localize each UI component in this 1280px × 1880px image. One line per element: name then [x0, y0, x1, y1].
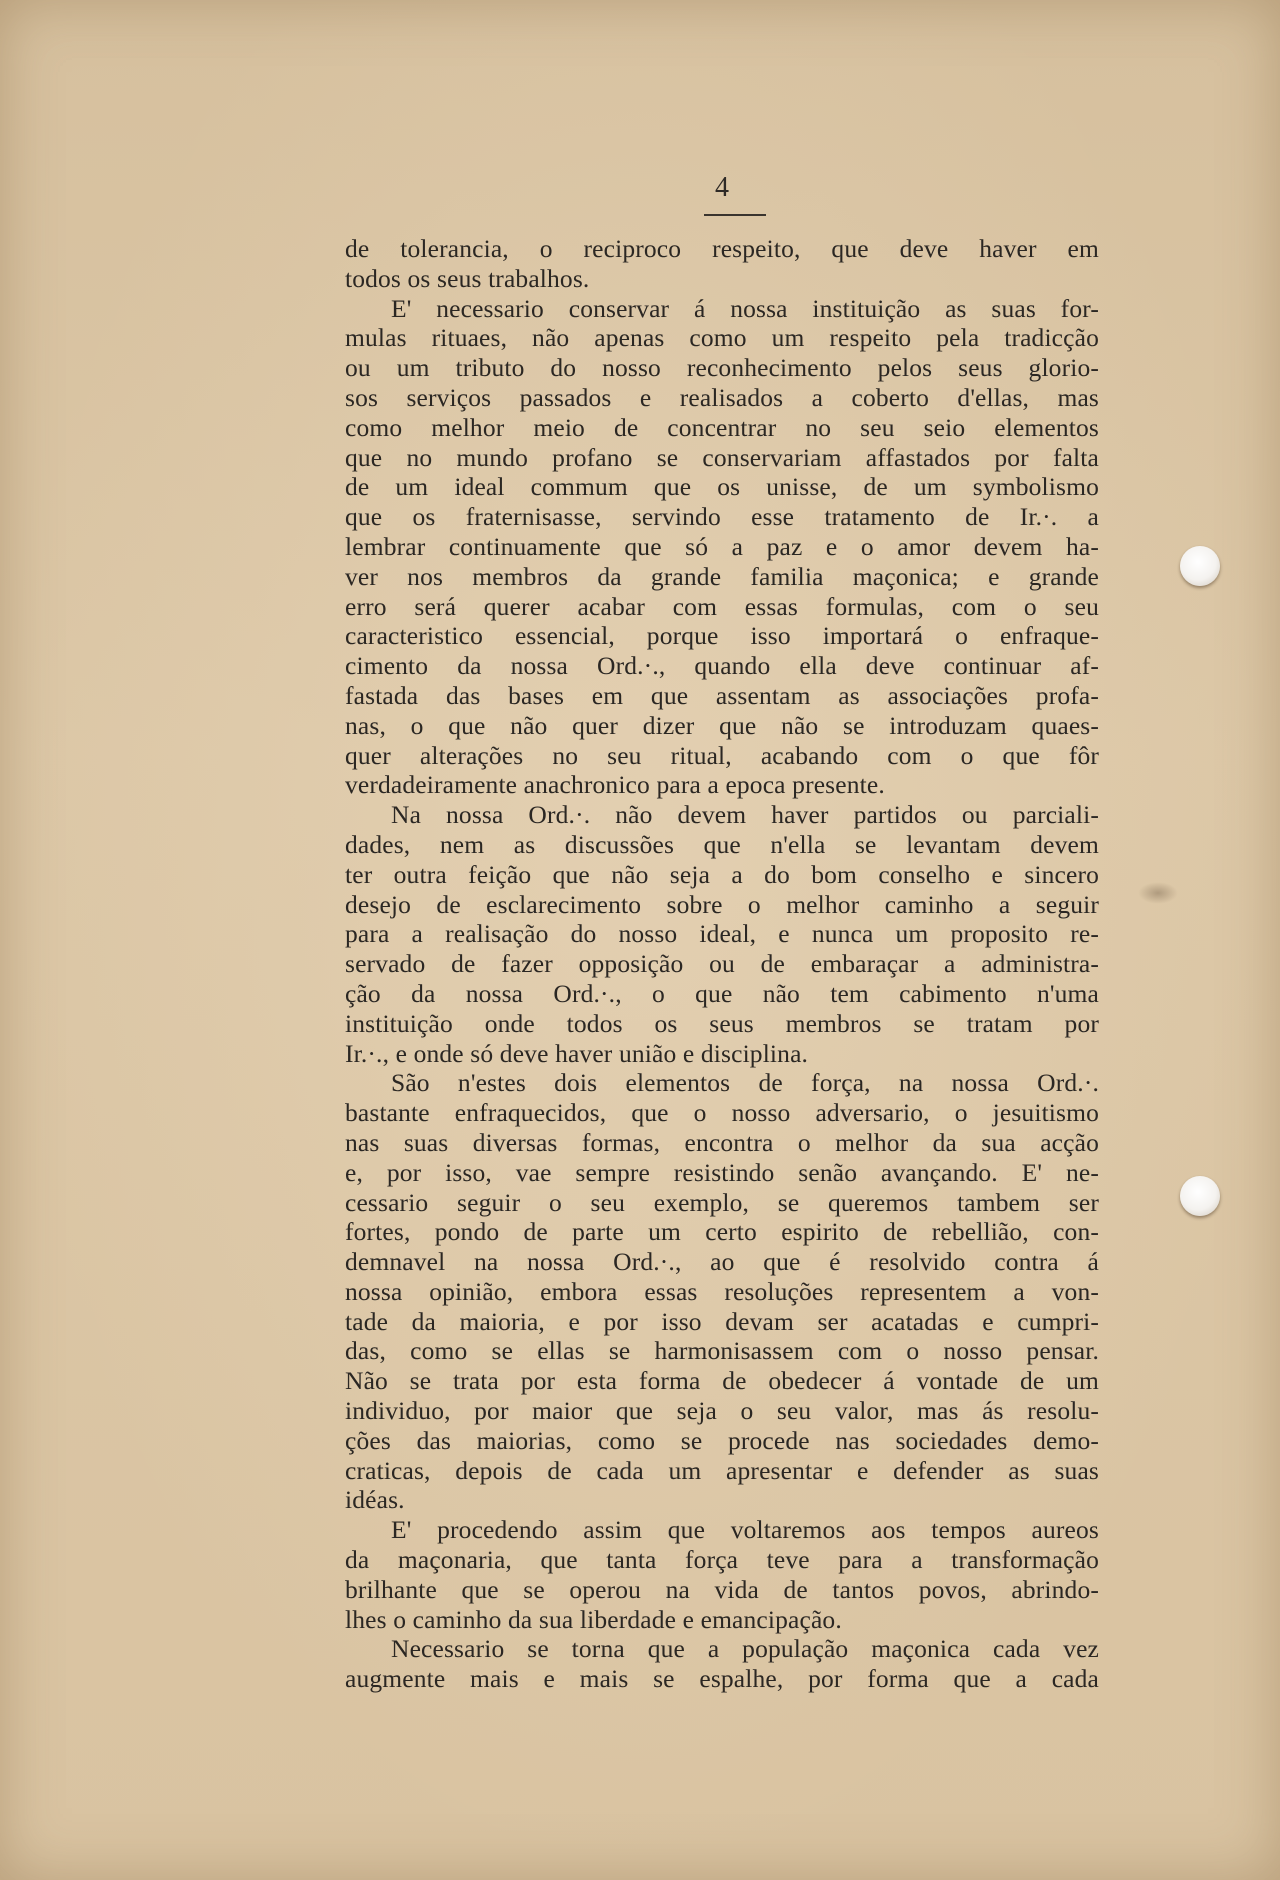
- text-line: tade da maioria, e por isso devam ser acatadas e cumpri-: [345, 1306, 1099, 1336]
- text-line: E' necessario conservar á nossa instituição as suas for-: [391, 293, 1099, 323]
- body-text: [345, 234, 1099, 1694]
- page-number: 4: [715, 172, 729, 203]
- text-line: da maçonaria, que tanta força teve para a transformação: [345, 1545, 1099, 1575]
- text-line: todos os seus trabalhos.: [345, 263, 590, 293]
- binding-hole-top: [1180, 546, 1220, 586]
- text-line: E' procedendo assim que voltaremos aos tempos aureos: [391, 1515, 1099, 1545]
- text-line: ção da nossa Ord.·., o que não tem cabimento n'uma: [345, 978, 1099, 1008]
- text-line: e, por isso, vae sempre resistindo senão avançando. E' ne-: [345, 1157, 1099, 1187]
- text-line: das, como se ellas se harmonisassem com o nosso pensar.: [345, 1336, 1099, 1366]
- text-line: para a realisação do nosso ideal, e nunca um proposito re-: [345, 919, 1099, 949]
- text-line: craticas, depois de cada um apresentar e defender as suas: [345, 1455, 1099, 1485]
- text-line: cessario seguir o seu exemplo, se queremos tambem ser: [345, 1187, 1099, 1217]
- text-line: desejo de esclarecimento sobre o melhor caminho a seguir: [345, 889, 1099, 919]
- text-line: Não se trata por esta forma de obedecer á vontade de um: [345, 1366, 1099, 1396]
- text-line: cimento da nossa Ord.·., quando ella deve continuar af-: [345, 651, 1099, 681]
- text-line: lhes o caminho da sua liberdade e emancipação.: [345, 1604, 842, 1634]
- text-line: nossa opinião, embora essas resoluções representem a von-: [345, 1276, 1099, 1306]
- text-line: que os fraternisasse, servindo esse tratamento de Ir.·. a: [345, 502, 1099, 532]
- text-line: bastante enfraquecidos, que o nosso adversario, o jesuitismo: [345, 1098, 1099, 1128]
- text-line: ter outra feição que não seja a do bom conselho e sincero: [345, 859, 1099, 889]
- text-line: Na nossa Ord.·. não devem haver partidos ou parciali-: [391, 800, 1099, 830]
- text-line: servado de fazer opposição ou de embaraçar a administra-: [345, 949, 1099, 979]
- text-line: fortes, pondo de parte um certo espirito de rebellião, con-: [345, 1217, 1099, 1247]
- paper-stain: [1138, 882, 1178, 904]
- text-line: de um ideal commum que os unisse, de um symbolismo: [345, 472, 1099, 502]
- binding-hole-bottom: [1180, 1176, 1220, 1216]
- text-line: brilhante que se operou na vida de tantos povos, abrindo-: [345, 1574, 1099, 1604]
- text-line: nas, o que não quer dizer que não se introduzam quaes-: [345, 710, 1099, 740]
- text-line: caracteristico essencial, porque isso importará o enfraque-: [345, 621, 1099, 651]
- text-line: como melhor meio de concentrar no seu seio elementos: [345, 412, 1099, 442]
- text-line: demnavel na nossa Ord.·., ao que é resolvido contra á: [345, 1247, 1099, 1277]
- text-line: ções das maiorias, como se procede nas sociedades demo-: [345, 1425, 1099, 1455]
- text-line: lembrar continuamente que só a paz e o amor devem ha-: [345, 531, 1099, 561]
- text-line: idéas.: [345, 1485, 405, 1515]
- text-line: que no mundo profano se conservariam affastados por falta: [345, 442, 1099, 472]
- text-line: de tolerancia, o reciproco respeito, que deve haver em: [345, 234, 1099, 263]
- text-line: nas suas diversas formas, encontra o melhor da sua acção: [345, 1127, 1099, 1157]
- text-line: sos serviços passados e realisados a coberto d'ellas, mas: [345, 382, 1099, 412]
- text-line: dades, nem as discussões que n'ella se levantam devem: [345, 829, 1099, 859]
- text-line: Necessario se torna que a população maçonica cada vez: [391, 1634, 1099, 1664]
- text-line: Ir.·., e onde só deve haver união e disciplina.: [345, 1038, 809, 1068]
- text-line: quer alterações no seu ritual, acabando com o que fôr: [345, 740, 1099, 770]
- text-line: fastada das bases em que assentam as associações profa-: [345, 680, 1099, 710]
- text-line: instituição onde todos os seus membros se tratam por: [345, 1008, 1099, 1038]
- text-line: ver nos membros da grande familia maçonica; e grande: [345, 561, 1099, 591]
- text-line: São n'estes dois elementos de força, na nossa Ord.·.: [391, 1068, 1099, 1098]
- text-line: mulas rituaes, não apenas como um respeito pela tradicção: [345, 323, 1099, 353]
- text-line: individuo, por maior que seja o seu valor, mas ás resolu-: [345, 1396, 1099, 1426]
- text-line: verdadeiramente anachronico para a epoca presente.: [345, 770, 885, 800]
- text-line: augmente mais e mais se espalhe, por forma que a cada: [345, 1664, 1099, 1694]
- text-line: erro será querer acabar com essas formulas, com o seu: [345, 591, 1099, 621]
- text-line: ou um tributo do nosso reconhecimento pelos seus glorio-: [345, 353, 1099, 383]
- page-number-rule: [704, 214, 766, 216]
